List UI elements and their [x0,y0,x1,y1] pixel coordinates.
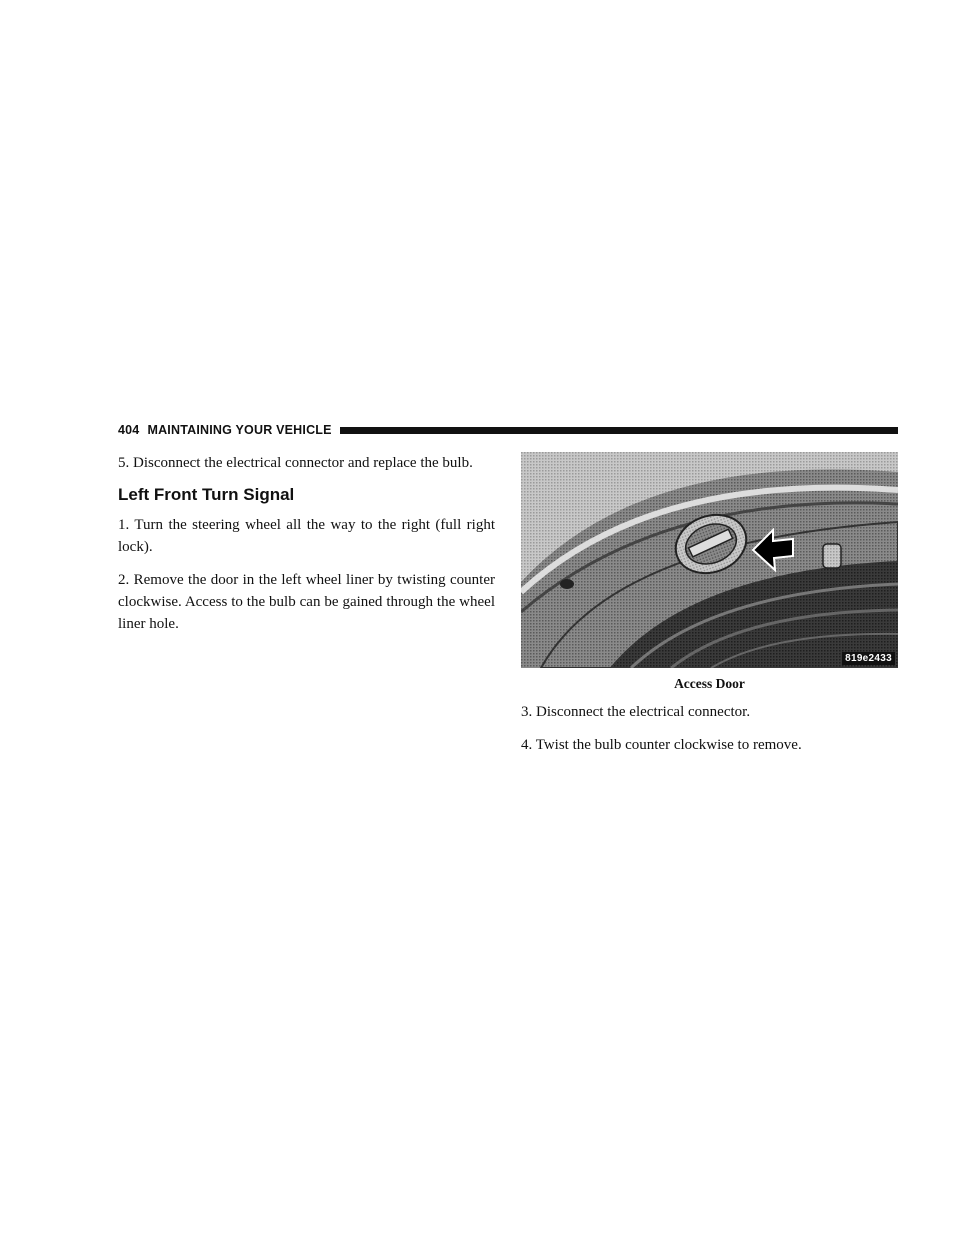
left-column [118,452,495,646]
right-column [521,452,898,767]
header-rule [340,427,898,434]
step-2-text: 2. Remove the door in the left wheel liner by twisting counter clockwise. Access to the bulb can be gained through the wheel liner hole. [118,572,495,632]
figure-caption: Access Door [674,676,745,691]
step-5-text: 5. Disconnect the electrical connector and replace the bulb. [118,455,473,471]
step-3-text: 3. Disconnect the electrical connector. [521,704,751,720]
page-header [118,420,898,440]
figure-code: 819e2433 [842,652,895,665]
section-heading: Left Front Turn Signal [118,485,295,504]
wheel-liner-drawing [521,452,898,668]
page-number: 404 [118,423,140,437]
step-1-text: 1. Turn the steering wheel all the way to the right (full right lock). [118,517,495,555]
access-door-illustration [521,452,898,668]
step-4-text: 4. Twist the bulb counter clockwise to remove. [521,737,802,753]
section-title: MAINTAINING YOUR VEHICLE [147,423,332,437]
